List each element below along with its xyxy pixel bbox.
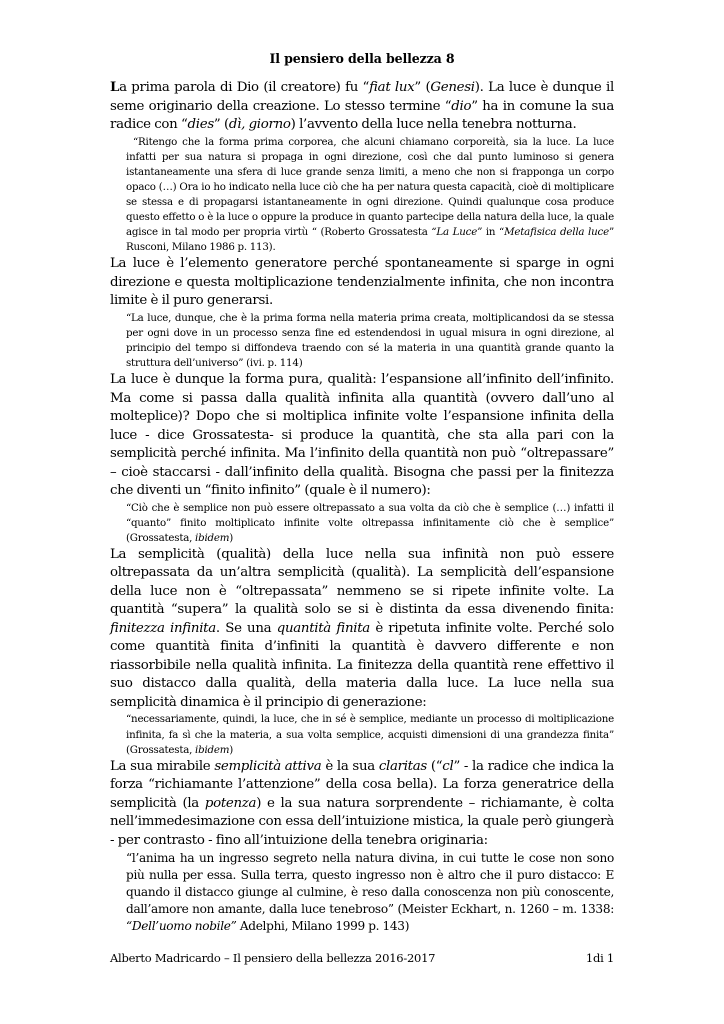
drop-cap: L [110, 79, 120, 95]
quote-1 [126, 135, 614, 256]
text-run: ” ( [213, 117, 229, 132]
italic-term: ibidem [195, 531, 230, 544]
text-run: . Se una [215, 620, 277, 636]
text-run: “l’anima ha un ingresso segreto nella natura divina, in cui tutte le cose non sono più nulla per essa. Sulla terra, questo ingresso non è altro che il puro distacco: E quando il distacco giunge al culmine, è reso dalla conoscenza non più conoscente, dall’amore non amante, dalla luce tenebroso” (Meister Eckhart, n. 1260 – m. 1338: [126, 851, 614, 917]
italic-term: “Dell’uomo nobile” [126, 919, 237, 934]
text-run: Adelphi, Milano 1999 p. 143) [236, 919, 410, 934]
text-run: ) e la sua natura sorprendente – richiamante, è colta nell’immedesimazione con essa dell’intuizione mistica, la quale però giungerà - per contrasto - fino all’intuizione della tenebra originaria: [110, 795, 614, 848]
text-run: è ripetuta infinite volte. Perché solo come quantità finita d’infiniti la quantità è davvero differente e non riassorbibile nella qualità infinita. La finitezza della quantità rene effettivo il suo distacco dalla qualità, della materia dalla luce. La luce nella sua semplicità dinamica è il principio di generazione: [110, 620, 614, 710]
text-run: ) [229, 743, 234, 756]
text-run: “Ritengo che la forma prima corporea, che alcuni chiamano corporeità, sia la luce. La luce infatti per sua natura si propaga in ogni direzione, così che dal punto luminoso si genera istantaneamente una sfera di luce grande senza limiti, a meno che non si frapponga un corpo opaco (…) Ora io ho indicato nella luce ciò che ha per natura questa capacità, cioè di moltiplicare se stessa e di propagarsi istantaneamente in ogni direzione. Quindi qualunque cosa produce questo effetto o è la luce o oppure la produce in quanto partecipe della natura della luce, la quale agisce in tal modo per propria virtù “ (Roberto Grossatesta [126, 135, 614, 239]
text-run: ” ha in comune la sua radice con “ [110, 98, 614, 132]
text-run: ) [229, 531, 234, 544]
document-body [110, 78, 614, 935]
italic-term: dio [451, 98, 472, 114]
page-footer [110, 951, 614, 965]
paragraph-2: La luce è l’elemento generatore perché spontaneamente si sparge in ogni direzione e questa moltiplicazione tendenzialmente infinita, che non incontra limite è il puro generarsi. [110, 256, 614, 309]
italic-term: Genesi [430, 80, 475, 95]
italic-term: semplicità attiva [214, 758, 322, 774]
text-run: ” - la radice che indica la forza “richiamante l’attenzione” della cosa bella). La forza generatrice della semplicità (la [110, 758, 615, 811]
text-run: La sua mirabile [110, 758, 215, 774]
page-title: Il pensiero della bellezza 8 [269, 51, 455, 66]
italic-term: dies [187, 117, 214, 132]
italic-term: dì, giorno [228, 117, 291, 132]
quote-3 [126, 501, 614, 546]
page-number: 1di 1 [585, 951, 614, 965]
text-run: è la sua [321, 758, 379, 774]
text-run: (“ [426, 758, 443, 774]
text-run: ) l’avvento della luce nella tenebra notturna. [290, 117, 577, 132]
paragraph-5 [110, 758, 614, 851]
document-page [110, 0, 614, 1024]
text-run: La semplicità (qualità) della luce nella sua infinità non può essere oltrepassata da un’altra semplicità (qualità). La semplicità dell’espansione della luce non è “oltrepassata” nemmeno se si ripete infinite volte. La quantità “supera” la qualità solo se si è distinta da essa divenendo finita: [110, 546, 614, 618]
italic-term: “La Luce” [431, 226, 483, 239]
text-run: ” Rusconi, Milano 1986 p. 113). [126, 226, 614, 254]
paragraph-3: La luce è dunque la forma pura, qualità: l’espansione all’infinito dell’infinito. Ma come si passa dalla qualità infinita alla quantità (ovvero dall’uno al molteplice)? Dopo che si moltiplica infinite volte l’espansione infinita della luce - dice Grossatesta- si produce la quantità, che sta alla pari con la semplicità perché infinita. Ma l’infinito della quantità non può “oltrepassare” – cioè staccarsi - dall’infinito della qualità. Bisogna che passi per la finitezza che diventi un “finito infinito” (quale è il numero): [110, 372, 614, 499]
text-run: “necessariamente, quindi, la luce, che in sé è semplice, mediante un processo di moltiplicazione infinita, fa sì che la materia, a sua volta semplice, acquisti dimensioni di una grandezza finita” (Grossatesta, [126, 713, 614, 756]
paragraph-4 [110, 546, 614, 713]
text-run: “Ciò che è semplice non può essere oltrepassato a sua volta da ciò che è semplice (…) infatti il “quanto” finito moltiplicato infinite volte oltrepassa infinitamente ciò che è semplice” (Grossatesta, [126, 501, 614, 544]
quote-2: “La luce, dunque, che è la prima forma nella materia prima creata, moltiplicandosi da se stessa per ogni dove in un processo senza fine ed estendendosi in ugual misura in ogni direzione, al principio del tempo si diffondeva traendo con sé la materia in una quantità grande quanto la struttura dell’universo” (ivi. p. 114) [126, 311, 614, 370]
italic-term: potenza [204, 795, 257, 811]
quote-4 [126, 712, 614, 757]
text-run: ” ( [414, 80, 431, 95]
italic-term: Metafisica della luce [504, 226, 609, 239]
italic-term: finitezza infinita [110, 620, 216, 636]
footer-author-title: Alberto Madricardo – Il pensiero della bellezza 2016-2017 [110, 951, 436, 965]
text-run: a prima parola di Dio (il creatore) fu “ [119, 80, 370, 95]
text-run: ). La luce è dunque il seme originario della creazione. Lo stesso termine “ [110, 80, 614, 114]
quote-5 [126, 850, 614, 935]
italic-term: claritas [378, 758, 427, 774]
paragraph-1 [110, 78, 614, 135]
italic-term: cl [442, 758, 454, 774]
italic-term: fiat lux [369, 80, 415, 95]
text-run: in “ [482, 226, 505, 239]
italic-term: quantità finita [276, 620, 370, 636]
italic-term: ibidem [195, 743, 230, 756]
